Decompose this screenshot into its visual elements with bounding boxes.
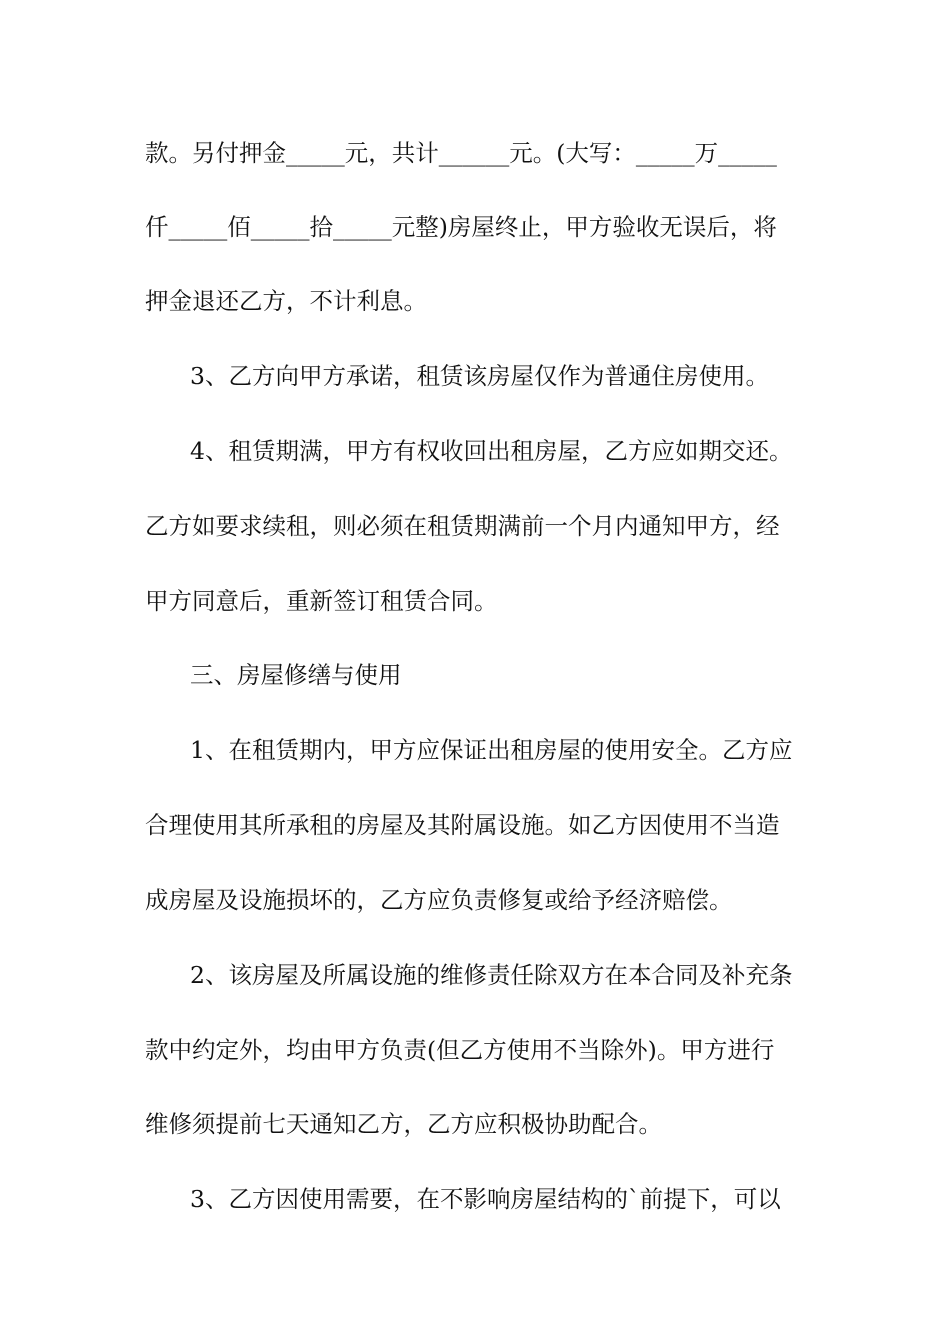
text-line: 合理使用其所承租的房屋及其附属设施。如乙方因使用不当造 xyxy=(145,811,780,839)
text-line: 甲方同意后，重新签订租赁合同。 xyxy=(145,587,498,615)
text-line: 3、乙方向甲方承诺，租赁该房屋仅作为普通住房使用。 xyxy=(190,362,769,390)
text-line: 1、在租赁期内，甲方应保证出租房屋的使用安全。乙方应 xyxy=(190,736,793,764)
text-line: 4、租赁期满，甲方有权收回出租房屋，乙方应如期交还。 xyxy=(190,437,793,465)
section-heading: 三、房屋修缮与使用 xyxy=(190,661,402,689)
text-line: 维修须提前七天通知乙方，乙方应积极协助配合。 xyxy=(145,1110,662,1138)
text-line: 款中约定外，均由甲方负责(但乙方使用不当除外)。甲方进行 xyxy=(145,1036,775,1064)
text-line: 乙方如要求续租，则必须在租赁期满前一个月内通知甲方，经 xyxy=(145,512,780,540)
text-line: 成房屋及设施损坏的，乙方应负责修复或给予经济赔偿。 xyxy=(145,886,733,914)
text-line: 2、该房屋及所属设施的维修责任除双方在本合同及补充条 xyxy=(190,961,793,989)
text-line: 3、乙方因使用需要，在不影响房屋结构的`前提下，可以 xyxy=(190,1185,781,1213)
text-line: 押金退还乙方，不计利息。 xyxy=(145,287,427,315)
text-line: 仟_____佰_____拾_____元整)房屋终止，甲方验收无误后，将 xyxy=(145,213,777,241)
text-line: 款。另付押金_____元，共计______元。(大写：_____万_____ xyxy=(145,139,777,167)
